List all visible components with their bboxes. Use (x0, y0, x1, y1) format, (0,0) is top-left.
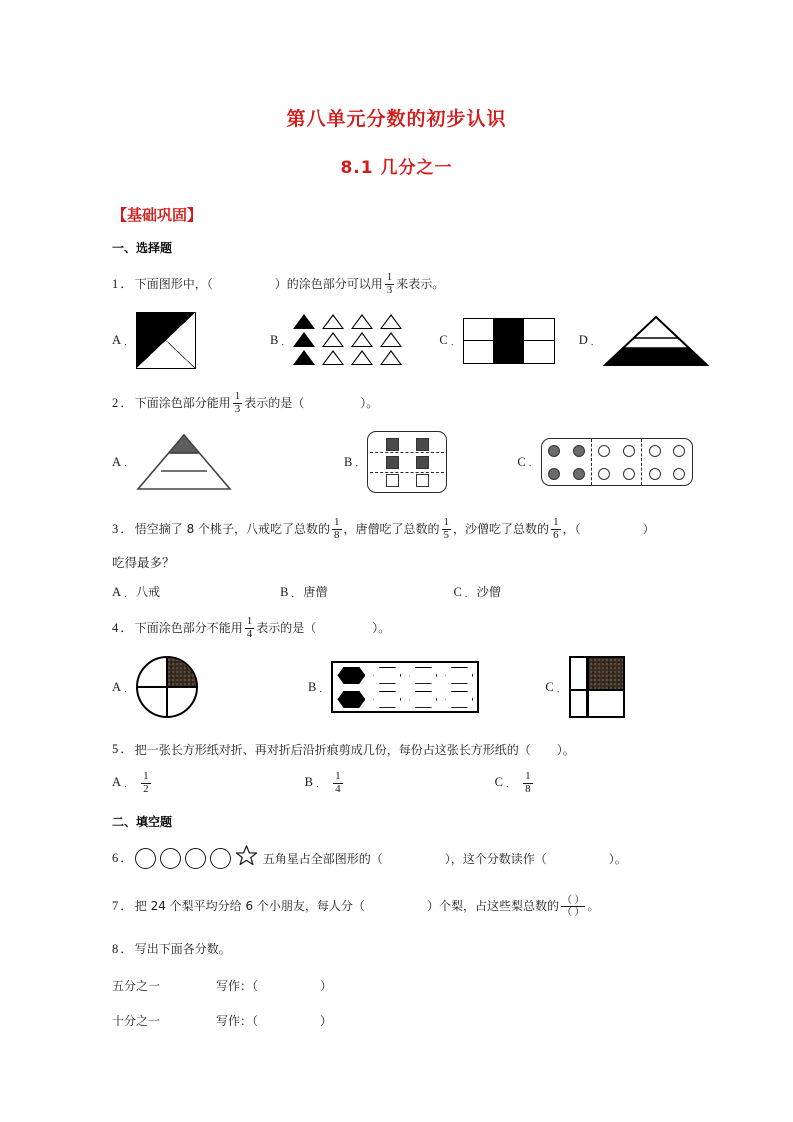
fraction-denominator: 3 (386, 283, 393, 296)
question-4-number: 4 (112, 620, 119, 635)
cell-filled (494, 319, 524, 341)
cell (464, 341, 494, 363)
question-2-fraction (233, 391, 243, 415)
square-filled (386, 438, 399, 451)
question-1-text-a: 下面图形中，（ (134, 277, 213, 292)
circle-filled (573, 468, 585, 480)
fraction-denominator-blank[interactable]: （ ） (561, 906, 585, 918)
circle-outline (623, 445, 635, 457)
question-2-text-c: ）。 (360, 396, 379, 411)
option-a-half[interactable]: A ． $\frac{1}{2}$ (112, 770, 149, 795)
triangle-outline (380, 332, 402, 347)
section-heading-choice: 一、选择题 (112, 241, 173, 255)
star-svg (235, 844, 258, 867)
question-7-text-3: 。 (587, 899, 600, 914)
fraction-denominator: 4 (246, 627, 253, 640)
fraction-denominator: 2 (143, 782, 149, 795)
fraction-numerator: 1 (335, 770, 341, 783)
hexagon-filled (337, 691, 365, 708)
circle-filled (548, 445, 560, 457)
cell-filled (494, 341, 524, 363)
question-2-text-b: 表示的是（ (244, 396, 305, 411)
square-outline (416, 474, 429, 487)
option-c-shaseng[interactable]: C ． 沙僧 (453, 585, 501, 600)
question-4-dot: ． (120, 620, 133, 635)
triangle-outline (380, 314, 402, 329)
circle-outline (649, 445, 661, 457)
question-4-fraction (245, 616, 255, 640)
question-6-text-3: ）。 (608, 851, 627, 866)
question-7-text-2: ）个梨，占这些梨总数的 (426, 899, 559, 914)
figure-box-eight-hexagons-two-black[interactable] (331, 661, 479, 713)
fraction-denominator: 8 (334, 528, 340, 541)
fraction-numerator: 1 (553, 516, 559, 529)
option-label-d[interactable]: D ． (578, 333, 600, 348)
option-fraction (333, 771, 343, 795)
question-2-text-a: 下面涂色部分能用 (134, 396, 231, 411)
hexagon-outline (409, 691, 437, 708)
question-6 (112, 844, 733, 873)
fraction-numerator: 1 (525, 770, 531, 783)
figure-rounded-box-twelve-circles[interactable] (541, 438, 693, 486)
circle-outline (598, 445, 610, 457)
option-text: 沙僧 (476, 585, 501, 600)
option-label-a[interactable]: A ． (112, 454, 134, 469)
question-5-options (112, 771, 733, 795)
question-3-text-3: ，沙僧吃了总数的 (453, 522, 550, 537)
question-1-text-c: 来表示。 (396, 277, 445, 292)
question-5-number: 5 (112, 742, 119, 757)
hexagon-outline (409, 667, 437, 684)
circle-icon (185, 848, 206, 869)
horizontal-divider (571, 689, 623, 692)
question-4-text-b: 表示的是（ (256, 621, 317, 636)
square-filled (416, 456, 429, 469)
question-1 (112, 272, 733, 296)
circle-group (641, 439, 691, 485)
question-5-text: 把一张长方形纸对折、再对折后沿折痕剪成几份，每份占这张长方形纸的（ (134, 742, 531, 757)
fraction-denominator: 3 (234, 402, 241, 415)
hexagon-outline (445, 667, 473, 684)
option-b-quarter[interactable]: B ． $\frac{1}{4}$ (304, 770, 341, 795)
circle-group-filled (542, 439, 591, 485)
figure-triangle-grid-3x4[interactable] (293, 314, 409, 368)
question-8-dot: ． (120, 941, 133, 956)
questions-container (0, 272, 793, 795)
diagonal-line (137, 313, 195, 368)
question-4-options (112, 656, 733, 718)
shaded-quarter (167, 658, 196, 687)
question-7-dot: ． (120, 899, 133, 914)
fraction-denominator: 4 (335, 782, 341, 795)
fraction-numerator: 1 (334, 516, 340, 529)
shaded-region (589, 658, 623, 688)
question-7-text-1: 把 24 个梨平均分给 6 个小朋友，每人分（ (134, 899, 365, 914)
question-8-title: 写出下面各分数。 (134, 942, 231, 957)
question-7-answer-fraction[interactable] (561, 895, 586, 918)
question-3-text-5: ） (642, 522, 655, 537)
option-text: 唐僧 (303, 585, 328, 600)
option-fraction (523, 771, 533, 795)
hexagon-outline (373, 667, 401, 684)
triangle-outline (322, 332, 344, 347)
question-6-text-1: 五角星占全部图形的（ (262, 851, 383, 866)
write-label: 写作：（ (216, 1013, 259, 1028)
gray-band-triangle-svg (136, 433, 232, 491)
question-3-number: 3 (112, 521, 119, 536)
question-2-dot: ． (120, 395, 133, 410)
section-heading-fill: 二、填空题 (112, 815, 173, 830)
triangle-outline (380, 350, 402, 365)
question-2 (112, 391, 733, 415)
square-row (368, 435, 446, 453)
figure-triangle-three-bands-top-gray[interactable] (136, 433, 232, 491)
question-4-text-a: 下面涂色部分不能用 (134, 621, 243, 636)
star-icon (235, 844, 258, 873)
question-2-number: 2 (112, 395, 119, 410)
option-label-b[interactable]: B ． (308, 679, 329, 694)
question-6-number: 6 (112, 851, 119, 866)
figure-grid-2x3-middle-column[interactable] (463, 318, 555, 364)
close-paren: ） (320, 1013, 333, 1028)
question-3-text-2: ，唐僧吃了总数的 (343, 522, 440, 537)
triangle-outline (351, 314, 373, 329)
figure-rect-split-top-right-shaded[interactable] (569, 656, 625, 718)
circle-filled (548, 468, 560, 480)
circle-icon (210, 848, 231, 869)
question-3-fraction-3 (551, 517, 561, 541)
vertical-divider (586, 658, 589, 716)
option-label-a[interactable]: A ． (112, 679, 134, 694)
circle-icon (160, 848, 181, 869)
fraction-denominator: 5 (443, 528, 450, 541)
hexagon-outline (373, 691, 401, 708)
question-1-text-b: ）的涂色部分可以用 (274, 277, 383, 292)
triangle-filled (293, 332, 315, 347)
question-4-text-c: ）。 (372, 621, 391, 636)
option-label-c[interactable]: C ． (545, 679, 566, 694)
option-label-c[interactable]: C ． (439, 333, 460, 348)
square-outline (386, 474, 399, 487)
question-1-options (112, 312, 733, 369)
square-row (368, 453, 446, 471)
question-3-options (112, 583, 733, 600)
question-8-row-1 (112, 977, 733, 994)
triangle-outline (351, 332, 373, 347)
cell (464, 319, 494, 341)
square-row (368, 471, 446, 489)
answer-blank[interactable] (258, 977, 320, 994)
page-subtitle: 8.1 几分之一 (340, 158, 453, 178)
triangle-outline (322, 350, 344, 365)
option-label-a[interactable]: A ． (112, 333, 134, 348)
answer-blank[interactable] (258, 1012, 320, 1029)
hexagon-outline (445, 691, 473, 708)
option-c-eighth[interactable]: C ． $\frac{1}{8}$ (494, 770, 531, 795)
circle-filled (573, 445, 585, 457)
question-3-line2: 吃得最多？ (112, 555, 175, 571)
question-6-text-2: ），这个分数读作（ (444, 851, 547, 866)
fraction-numerator: 1 (234, 390, 241, 403)
question-3-fraction-1 (332, 517, 342, 541)
question-7 (112, 895, 733, 918)
fraction-numerator-blank[interactable]: （ ） (561, 894, 585, 906)
section-heading-basic: 【基础巩固】 (112, 206, 203, 224)
question-3-fraction-2 (442, 517, 452, 541)
question-3-text-1: 悟空摘了 8 个桃子，八戒吃了总数的 (134, 522, 331, 537)
fraction-name: 十分之一 (112, 1013, 161, 1028)
hexagon-filled (337, 667, 365, 684)
dashed-divider (370, 452, 444, 453)
cell (524, 341, 554, 363)
circle-group (591, 439, 641, 485)
question-3 (112, 517, 733, 541)
figure-banded-triangle-bottom[interactable] (603, 315, 709, 367)
square-filled (416, 438, 429, 451)
dashed-divider (370, 472, 444, 473)
circle-outline (673, 468, 685, 480)
fraction-denominator: 8 (525, 782, 531, 795)
question-1-fraction (385, 272, 395, 296)
question-8 (112, 940, 733, 959)
question-5-text-end: ）。 (556, 742, 575, 757)
option-label-b[interactable]: B ． (270, 333, 291, 348)
option-b-tangseng[interactable]: B ． 唐僧 (280, 585, 328, 600)
close-paren: ） (320, 978, 333, 993)
square-filled (386, 456, 399, 469)
question-1-dot: ． (120, 276, 133, 291)
question-6-dot: ． (120, 851, 133, 866)
question-3-text-4: ，（ (562, 522, 581, 537)
question-8-number: 8 (112, 941, 119, 956)
question-7-number: 7 (112, 899, 119, 914)
fraction-numerator: 1 (386, 271, 393, 283)
question-1-number: 1 (112, 276, 119, 291)
option-label-c[interactable]: C ． (517, 454, 538, 469)
page-title: 第八单元分数的初步认识 (286, 108, 507, 130)
question-5-dot: ． (120, 742, 133, 757)
horizontal-divider (138, 686, 196, 688)
option-label-b[interactable]: B ． (344, 454, 365, 469)
triangle-filled (293, 350, 315, 365)
figure-square-half-triangle[interactable] (136, 312, 196, 369)
circle-outline (598, 468, 610, 480)
figure-rounded-box-six-squares[interactable] (367, 431, 447, 493)
triangle-outline (351, 350, 373, 365)
option-a-baijie[interactable]: A ． 八戒 (112, 585, 161, 600)
circle-outline (673, 445, 685, 457)
question-2-options (112, 431, 733, 493)
banded-triangle-svg (603, 315, 709, 367)
fill-questions-container (0, 844, 793, 1029)
question-3-dot: ． (120, 521, 133, 536)
cell (524, 319, 554, 341)
write-label: 写作：（ (216, 978, 259, 993)
triangle-outline (322, 314, 344, 329)
figure-circle-quarters-one-shaded[interactable] (136, 656, 198, 718)
fraction-name: 五分之一 (112, 978, 161, 993)
option-fraction (141, 771, 151, 795)
circle-outline (649, 468, 661, 480)
question-4 (112, 616, 733, 640)
fraction-numerator: 1 (443, 516, 450, 529)
circle-outline (623, 468, 635, 480)
question-5 (112, 740, 733, 759)
circle-icon (135, 848, 156, 869)
triangle-filled (293, 314, 315, 329)
fraction-denominator: 6 (553, 528, 559, 541)
question-8-row-2 (112, 1012, 733, 1029)
fraction-numerator: 1 (246, 615, 253, 628)
option-text: 八戒 (136, 585, 161, 600)
fraction-numerator: 1 (143, 770, 149, 783)
